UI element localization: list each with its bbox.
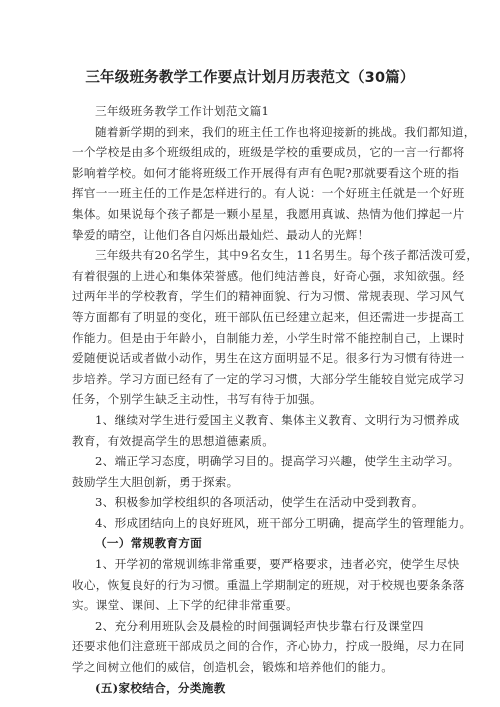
list-item-line: 1、开学初的常规训练非常重要，要严格要求，违者必究，使学生尽快: [95, 557, 460, 572]
paragraph-line: 过两年半的学校教育，学生们的精神面貌、行为习惯、常规表现、学习风气: [72, 289, 465, 304]
paragraph-line: 影响着学校。如何才能将班级工作开展得有声有色呢?那就要看这个班的指: [72, 165, 460, 180]
subsection-heading: (五)家校结合，分类施教: [95, 680, 226, 695]
paragraph-line: 还要求他们注意班干部成员之间的合作，齐心协力，拧成一股绳，尽力在同: [72, 639, 465, 654]
paragraph-line: 任务，个别学生缺乏主动性，书写有待于加强。: [72, 392, 322, 407]
paragraph-line: 爱随便说话或者做小动作，男生在这方面明显不足。很多行为习惯有待进一: [72, 351, 465, 366]
list-item-line: 2、端正学习态度，明确学习目的。提高学习兴趣，使学生主动学习。: [95, 454, 460, 469]
list-item-line: 教育，有效提高学生的思想道德素质。: [72, 433, 275, 448]
list-item-line: 鼓励学生大胆创新，勇于探索。: [72, 474, 239, 489]
paragraph-line: 三年级共有20名学生，其中9名女生，11名男生。每个孩子都活泼可爱，: [95, 248, 479, 263]
list-item-line: 实。课堂、课间、上下学的纪律非常重要。: [72, 598, 298, 613]
paragraph-line: 作能力。但是由于年龄小，自制能力差，小学生时常不能控制自己，上课时: [72, 330, 465, 345]
list-item-line: 2、充分利用班队会及晨检的时间强调轻声快步靠右行及课堂四: [95, 618, 424, 633]
paragraph-line: 集体。如果说每个孩子都是一颗小星星，我愿用真诚、热情为他们撑起一片: [72, 206, 465, 221]
document-title: 三年级班务教学工作要点计划月历表范文（30篇）: [85, 70, 415, 86]
document-body: [72, 101, 479, 698]
paragraph-line: 随着新学期的到来，我们的班主任工作也将迎接新的挑战。我们都知道，: [95, 124, 476, 139]
subsection-heading: （一）常规教育方面: [95, 536, 203, 551]
list-item-line: 4、形成团结向上的良好班风，班干部分工明确，提高学生的管理能力。: [95, 515, 472, 530]
section-heading: 三年级班务教学工作计划范文篇1: [95, 104, 270, 118]
list-item-line: 1、继续对学生进行爱国主义教育、集体主义教育、文明行为习惯养成: [95, 412, 460, 427]
paragraph-line: 等方面都有了明显的变化，班干部队伍已经建立起来，但还需进一步提高工: [72, 309, 465, 324]
list-item-line: 收心，恢复良好的行为习惯。重温上学期制定的班规，对于校规也要条条落: [72, 577, 465, 592]
paragraph-line: 挥官一一班主任的工作是怎样进行的。有人说：一个好班主任就是一个好班: [72, 186, 465, 201]
paragraph-line: 一个学校是由多个班级组成的，班级是学校的重要成员，它的一言一行都将: [72, 145, 465, 160]
paragraph-line: 步培养。学习方面已经有了一定的学习习惯，大部分学生能较自觉完成学习: [72, 371, 465, 386]
paragraph-line: 挚爱的晴空，让他们各自闪烁出最灿烂、最动人的光辉！: [72, 227, 370, 242]
list-item-line: 3、积极参加学校组织的各项活动，使学生在活动中受到教育。: [95, 495, 424, 510]
paragraph-line: 学之间树立他们的威信，创造机会，锻炼和培养他们的能力。: [72, 660, 394, 675]
paragraph-line: 有着很强的上进心和集体荣誉感。他们纯洁善良，好奇心强，求知欲强。经: [72, 268, 465, 283]
